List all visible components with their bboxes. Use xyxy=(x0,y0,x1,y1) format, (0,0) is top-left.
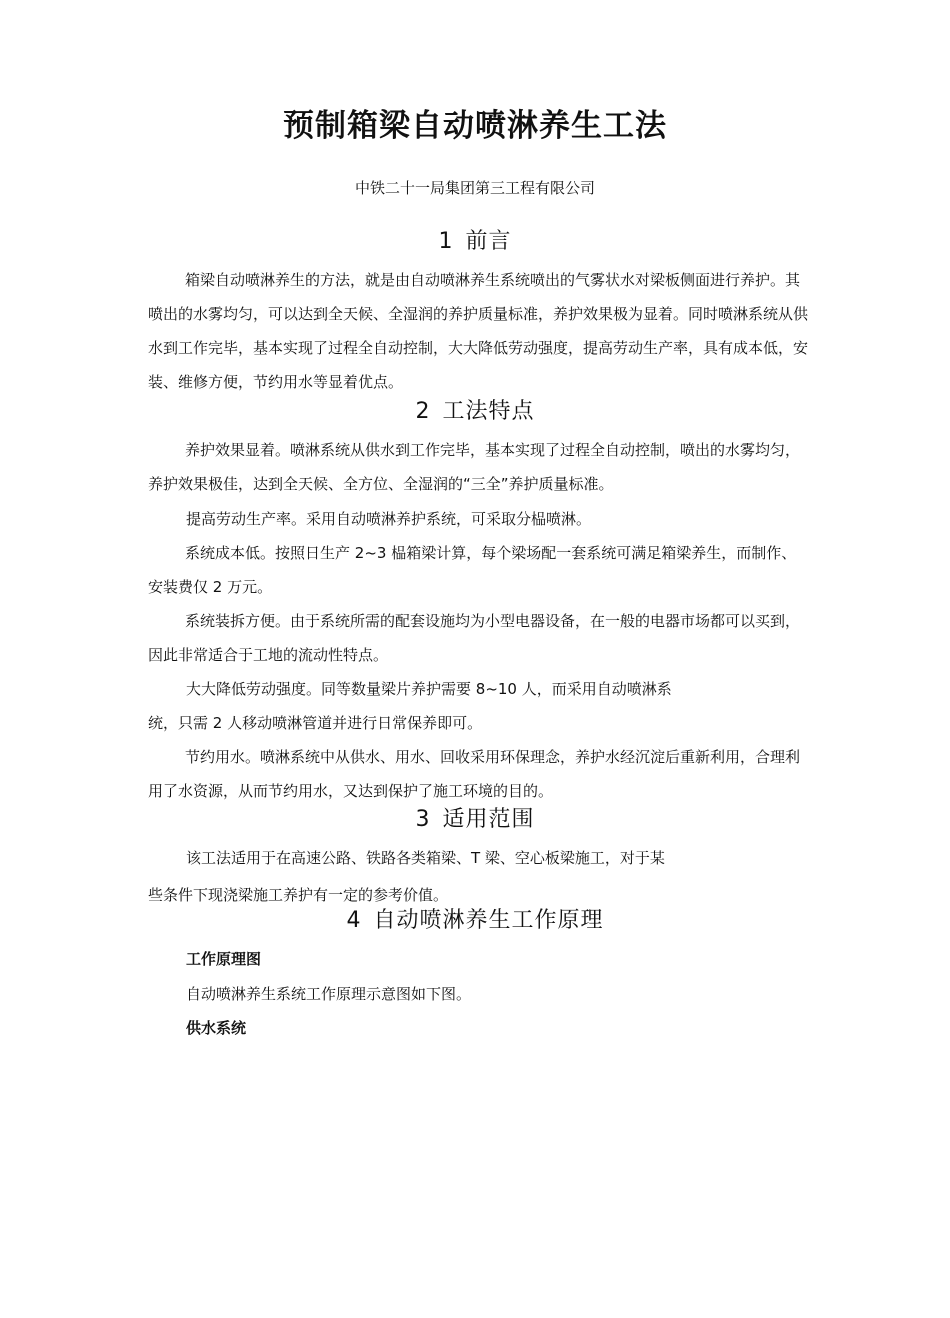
section-3-heading xyxy=(0,805,950,835)
section-3-paragraph: 该工法适用于在高速公路、铁路各类箱梁、T 梁、空心板梁施工，对于某 xyxy=(186,849,665,867)
section-number: 3 xyxy=(415,807,431,832)
subheading-working-principle-diagram: 工作原理图 xyxy=(186,950,262,968)
section-2-paragraph-1: 养护效果显着。喷淋系统从供水到工作完毕，基本实现了过程全自动控制，喷出的水雾均匀，养护效果极佳，达到全天候、全方位、全湿润的“三全”养护质量标准。 xyxy=(148,441,801,493)
subheading-water-supply-system: 供水系统 xyxy=(186,1019,247,1037)
company-name: 中铁二十一局集团第三工程有限公司 xyxy=(354,179,595,197)
section-2-paragraph-5: 大大降低劳动强度。同等数量梁片养护需要 8~10 人，而采用自动喷淋系 xyxy=(186,680,672,698)
section-number: 4 xyxy=(346,908,362,933)
section-2-heading xyxy=(0,397,950,427)
section-title: 适用范围 xyxy=(442,807,535,832)
section-number: 1 xyxy=(438,229,454,254)
section-1-heading xyxy=(0,227,950,257)
section-title: 工法特点 xyxy=(442,399,535,424)
section-2-paragraph-2: 提高劳动生产率。采用自动喷淋养护系统，可采取分榀喷淋。 xyxy=(186,510,592,528)
section-4-paragraph: 自动喷淋养生系统工作原理示意图如下图。 xyxy=(186,985,472,1003)
section-title: 自动喷淋养生工作原理 xyxy=(373,908,604,933)
section-2-paragraph-6: 节约用水。喷淋系统中从供水、用水、回收采用环保理念，养护水经沉淀后重新利用，合理利用了水资源，从而节约用水，又达到保护了施工环境的目的。 xyxy=(148,748,801,800)
document-title: 预制箱梁自动喷淋养生工法 xyxy=(283,108,667,144)
section-3-paragraph-continued: 些条件下现浇梁施工养护有一定的参考价值。 xyxy=(148,886,449,904)
section-2-paragraph-5-continued: 统，只需 2 人移动喷淋管道并进行日常保养即可。 xyxy=(148,714,483,732)
section-2-paragraph-4: 系统装拆方便。由于系统所需的配套设施均为小型电器设备，在一般的电器市场都可以买到，因此非常适合于工地的流动性特点。 xyxy=(148,612,801,664)
section-1-paragraph: 箱梁自动喷淋养生的方法，就是由自动喷淋养生系统喷出的气雾状水对梁板侧面进行养护。其喷出的水雾均匀，可以达到全天候、全湿润的养护质量标准，养护效果极为显着。同时喷淋系统从供水到工作完毕，基本实现了过程全自动控制，大大降低劳动强度，提高劳动生产率，具有成本低，安装、维修方便，节约用水等显着优点。 xyxy=(148,271,809,391)
section-2-paragraph-3: 系统成本低。按照日生产 2~3 榀箱梁计算，每个梁场配一套系统可满足箱梁养生，而制作、安装费仅 2 万元。 xyxy=(148,544,797,596)
section-title: 前言 xyxy=(465,229,512,254)
section-number: 2 xyxy=(415,399,431,424)
section-4-heading xyxy=(0,906,950,936)
